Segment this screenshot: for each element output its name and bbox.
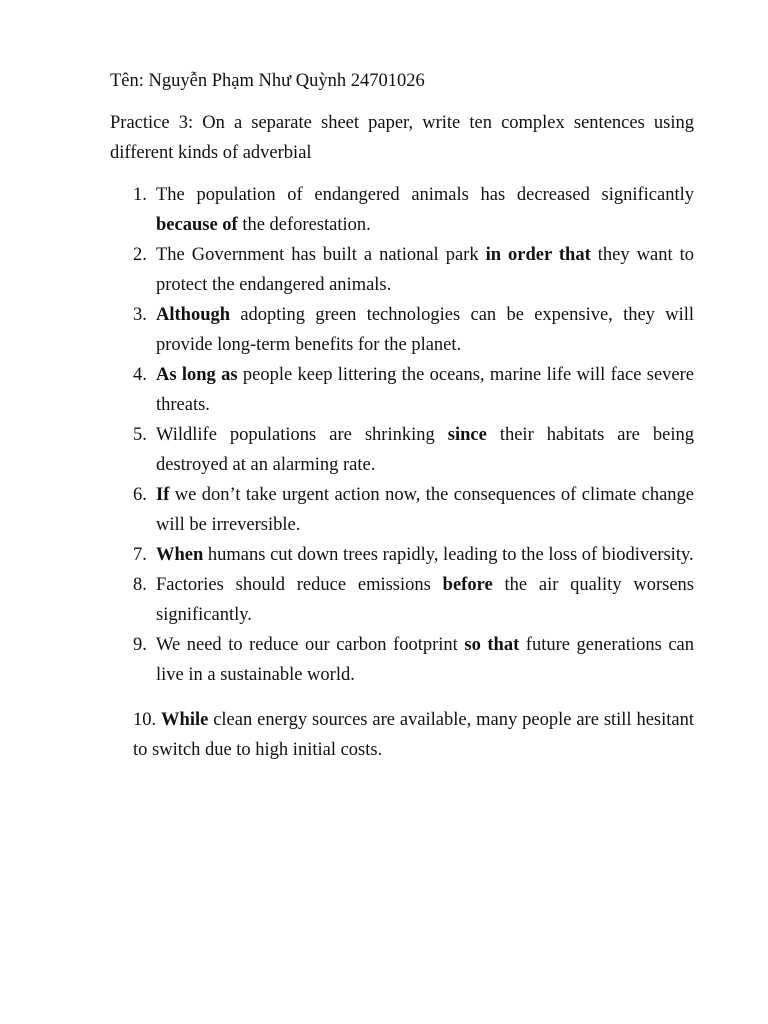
item-text-after: humans cut down trees rapidly, leading to the loss of biodiversity.: [203, 545, 694, 565]
item-text-after: people keep littering the oceans, marine life will face severe threats.: [156, 365, 694, 415]
item-number: 1.: [133, 185, 147, 205]
item-text-before: The Government has built a national park: [156, 245, 486, 265]
item-text: [156, 575, 694, 625]
item-text-before: The population of endangered animals has decreased significantly: [156, 185, 694, 205]
item-text: [156, 185, 694, 235]
item-text-before: Wildlife populations are shrinking: [156, 425, 448, 445]
list-item: [110, 540, 694, 570]
item-text-after: we don’t take urgent action now, the consequences of climate change will be irreversible.: [156, 485, 694, 535]
adverbial-keyword: since: [447, 425, 487, 445]
adverbial-keyword: As long as: [156, 365, 238, 385]
item-text: [156, 365, 694, 415]
adverbial-keyword: before: [442, 575, 493, 595]
item-number: 2.: [133, 245, 147, 265]
sentence-list: [110, 180, 694, 690]
item-text-after: clean energy sources are available, many people are still hesitant to switch due to high initial costs.: [133, 710, 695, 760]
item-text: [156, 635, 694, 685]
list-item: [110, 360, 694, 420]
item-number: 4.: [133, 365, 147, 385]
item-text: [156, 425, 694, 475]
item-text-after: the deforestation.: [237, 215, 371, 235]
adverbial-keyword: While: [161, 710, 209, 730]
item-number: 9.: [133, 635, 147, 655]
item-text-before: We need to reduce our carbon footprint: [156, 635, 465, 655]
item-number: 7.: [133, 545, 147, 565]
item-number: 3.: [133, 305, 147, 325]
item-text: [156, 305, 694, 355]
item-text-after: their habitats are being destroyed at an alarming rate.: [156, 425, 694, 475]
item-number: 6.: [133, 485, 147, 505]
adverbial-keyword: When: [156, 545, 204, 565]
list-item: [110, 240, 694, 300]
list-item: [110, 420, 694, 480]
list-item: [110, 180, 694, 240]
item-number: 5.: [133, 425, 147, 445]
item-number: 10.: [133, 710, 157, 730]
document-page: [110, 66, 694, 765]
item-text-after: future generations can live in a sustainable world.: [156, 635, 694, 685]
list-item: [110, 300, 694, 360]
adverbial-keyword: so that: [464, 635, 520, 655]
list-item: [110, 480, 694, 540]
item-text: [156, 545, 694, 565]
adverbial-keyword: in order that: [485, 245, 591, 265]
adverbial-keyword: If: [156, 485, 170, 505]
item-text-before: Factories should reduce emissions: [156, 575, 443, 595]
list-item: [110, 630, 694, 690]
practice-prompt: Practice 3: On a separate sheet paper, write ten complex sentences using different kinds of adverbial: [110, 113, 694, 163]
item-text-after: the air quality worsens significantly.: [156, 575, 694, 625]
item-number: 8.: [133, 575, 147, 595]
adverbial-keyword: because of: [156, 215, 238, 235]
list-item: [110, 570, 694, 630]
item-text-after: they want to protect the endangered animals.: [156, 245, 694, 295]
final-item: [133, 705, 694, 765]
item-text: [156, 485, 694, 535]
student-name-header: Tên: Nguyễn Phạm Như Quỳnh 24701026: [110, 71, 425, 91]
adverbial-keyword: Although: [156, 305, 231, 325]
item-text: [156, 245, 694, 295]
item-text-after: adopting green technologies can be expensive, they will provide long-term benefits for the planet.: [156, 305, 694, 355]
